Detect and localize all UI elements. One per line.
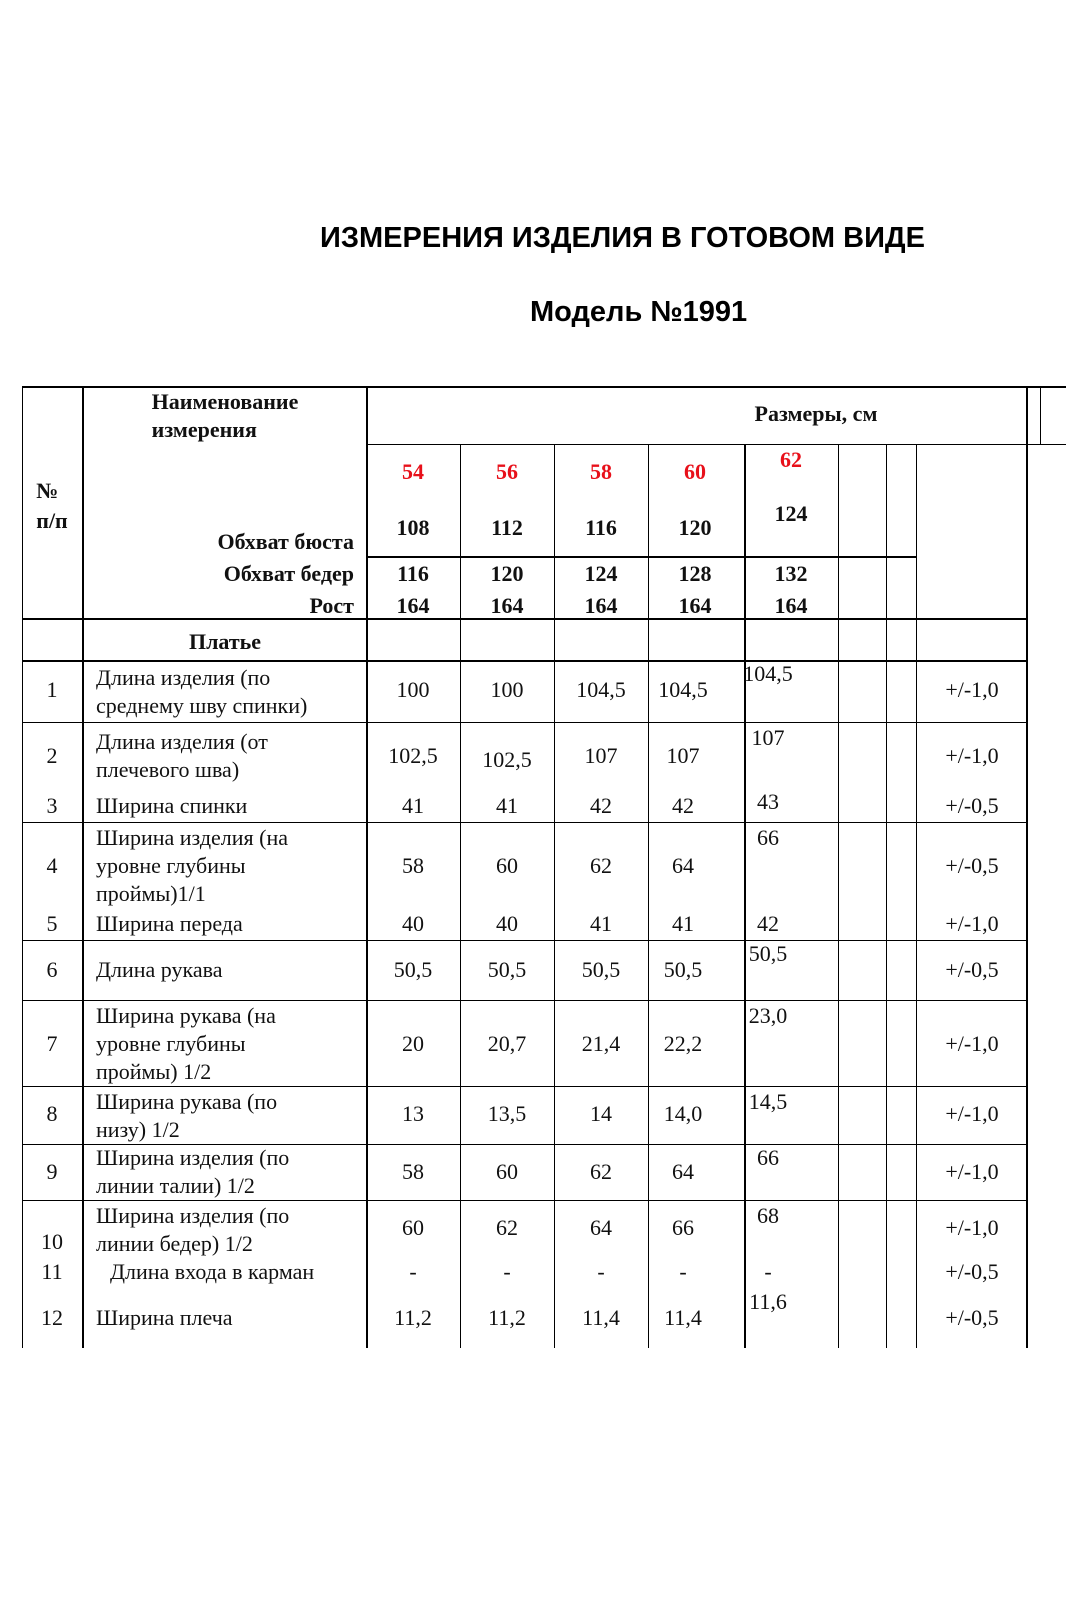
measurement-value: 11,4 — [664, 1305, 702, 1330]
row-number: 7 — [46, 1031, 58, 1056]
measurement-value: 11,6 — [749, 1289, 787, 1314]
column-rule — [554, 444, 555, 1348]
measurement-value: 64 — [590, 1215, 612, 1240]
section-rule — [22, 618, 1028, 620]
measurement-value: 22,2 — [663, 1031, 703, 1056]
row-rule — [22, 1200, 1028, 1201]
column-rule — [916, 444, 917, 1348]
measurement-value: 64 — [672, 853, 694, 878]
bust-value: 120 — [678, 515, 712, 540]
height-value: 164 — [678, 593, 712, 618]
column-rule — [82, 386, 84, 1348]
measurement-value: 14 — [590, 1101, 612, 1126]
measurement-name: Длина входа в карман — [110, 1259, 315, 1284]
table-border-right — [1026, 618, 1028, 1348]
bust-value: 124 — [774, 501, 808, 526]
measurement-value: 40 — [402, 911, 424, 936]
measurement-value: - — [409, 1259, 417, 1284]
row-number: 4 — [46, 853, 58, 878]
measurement-value: 66 — [757, 1145, 779, 1170]
hips-value: 124 — [584, 561, 618, 586]
height-value: 164 — [490, 593, 524, 618]
tolerance-value: +/-1,0 — [945, 1031, 999, 1056]
measurement-value: 102,5 — [482, 747, 532, 772]
row-rule — [22, 722, 1028, 723]
bust-value: 112 — [491, 515, 523, 540]
column-header-sizes: Размеры, см — [754, 401, 878, 426]
row-number: 10 — [41, 1229, 63, 1254]
measurement-value: 66 — [757, 825, 779, 850]
measurement-value: 11,4 — [582, 1305, 620, 1330]
measurement-value: 42 — [672, 793, 694, 818]
measurement-name: Длина изделия (от плечевого шва) — [96, 729, 268, 782]
measurement-value: 41 — [590, 911, 612, 936]
measurement-value: 41 — [496, 793, 518, 818]
measurement-value: 50,5 — [581, 957, 621, 982]
size-value: 58 — [590, 459, 612, 484]
measurement-value: 11,2 — [394, 1305, 432, 1330]
table-border-left — [22, 386, 23, 1348]
measurement-value: 42 — [590, 793, 612, 818]
measurement-name: Длина изделия (по среднему шву спинки) — [96, 665, 308, 718]
measurement-value: 104,5 — [658, 677, 708, 702]
tolerance-value: +/-0,5 — [945, 1259, 999, 1284]
measurement-value: 14,0 — [663, 1101, 703, 1126]
column-rule — [366, 386, 368, 1348]
measurement-value: 104,5 — [576, 677, 626, 702]
measurement-name: Ширина изделия (по линии бедер) 1/2 — [96, 1203, 290, 1256]
bust-label: Обхват бюста — [217, 529, 354, 554]
row-rule — [22, 1000, 1028, 1001]
tolerance-value: +/-0,5 — [945, 957, 999, 982]
measurement-value: 13,5 — [487, 1101, 527, 1126]
column-rule — [744, 444, 746, 1348]
measurement-value: 50,5 — [663, 957, 703, 982]
measurement-value: 23,0 — [748, 1003, 788, 1028]
measurement-name: Ширина спинки — [96, 793, 248, 818]
measurement-name: Ширина рукава (по низу) 1/2 — [96, 1089, 278, 1142]
page-title: ИЗМЕРЕНИЯ ИЗДЕЛИЯ В ГОТОВОМ ВИДЕ — [320, 222, 925, 254]
measurement-value: - — [597, 1259, 605, 1284]
measurement-name: Ширина изделия (на уровне глубины проймы)1/1 — [96, 825, 289, 906]
measurement-value: 42 — [757, 911, 779, 936]
measurement-value: 107 — [751, 725, 785, 750]
measurement-value: 40 — [496, 911, 518, 936]
measurement-value: 50,5 — [748, 941, 788, 966]
measurement-name: Ширина переда — [96, 911, 243, 936]
measurement-value: - — [503, 1259, 511, 1284]
hips-value: 128 — [678, 561, 712, 586]
row-number: 6 — [46, 957, 58, 982]
height-value: 164 — [396, 593, 430, 618]
measurement-value: 50,5 — [487, 957, 527, 982]
row-number: 11 — [41, 1259, 63, 1284]
tolerance-value: +/-1,0 — [945, 1101, 999, 1126]
tolerance-value: +/-0,5 — [945, 1305, 999, 1330]
measurement-name: Ширина рукава (на уровне глубины проймы) 1/2 — [96, 1003, 276, 1084]
measurement-value: 100 — [490, 677, 524, 702]
measurement-value: 60 — [496, 853, 518, 878]
measurement-value: 20 — [402, 1031, 424, 1056]
row-number: 8 — [46, 1101, 58, 1126]
size-value: 56 — [496, 459, 518, 484]
measurement-value: 60 — [496, 1159, 518, 1184]
measurement-value: 11,2 — [488, 1305, 526, 1330]
header-rule — [366, 444, 1066, 445]
measurement-value: 50,5 — [393, 957, 433, 982]
row-number: 5 — [46, 911, 58, 936]
measurement-value: 58 — [402, 853, 424, 878]
measurement-value: 20,7 — [487, 1031, 527, 1056]
row-number: 1 — [46, 677, 58, 702]
measurement-value: 104,5 — [743, 661, 793, 686]
measurement-value: 62 — [590, 853, 612, 878]
measurement-value: - — [764, 1259, 772, 1284]
measurement-value: 21,4 — [581, 1031, 621, 1056]
height-label: Рост — [309, 593, 354, 618]
measurement-name: Ширина плеча — [96, 1305, 233, 1330]
column-header-name: Наименование измерения — [151, 389, 299, 442]
measurement-value: 60 — [402, 1215, 424, 1240]
hips-value: 132 — [774, 561, 808, 586]
model-subtitle: Модель №1991 — [530, 296, 748, 328]
tolerance-value: +/-1,0 — [945, 677, 999, 702]
measurement-value: 107 — [666, 743, 700, 768]
header-rule — [366, 556, 916, 558]
measurement-value: 14,5 — [748, 1089, 788, 1114]
measurement-value: 102,5 — [388, 743, 438, 768]
tolerance-value: +/-0,5 — [945, 793, 999, 818]
hips-label: Обхват бедер — [223, 561, 354, 586]
row-rule — [22, 822, 1028, 823]
measurement-value: 107 — [584, 743, 618, 768]
measurement-value: 43 — [757, 789, 779, 814]
row-rule — [22, 1086, 1028, 1087]
tolerance-value: +/-1,0 — [945, 1159, 999, 1184]
measurement-value: 66 — [672, 1215, 694, 1240]
tolerance-value: +/-1,0 — [945, 743, 999, 768]
bust-value: 108 — [396, 515, 430, 540]
row-number: 3 — [46, 793, 58, 818]
tolerance-value: +/-1,0 — [945, 1215, 999, 1240]
row-number: 12 — [41, 1305, 63, 1330]
measurement-value: - — [679, 1259, 687, 1284]
measurement-name: Ширина изделия (по линии талии) 1/2 — [96, 1145, 290, 1198]
column-rule — [460, 444, 461, 1348]
column-rule — [886, 444, 887, 1348]
column-rule — [838, 444, 839, 1348]
hips-value: 120 — [490, 561, 524, 586]
section-title: Платье — [188, 629, 262, 654]
measurement-value: 68 — [757, 1203, 779, 1228]
tolerance-value: +/-1,0 — [945, 911, 999, 936]
measurement-value: 41 — [402, 793, 424, 818]
measurement-value: 64 — [672, 1159, 694, 1184]
section-rule — [22, 660, 1028, 662]
row-rule — [22, 940, 1028, 941]
column-header-num: № п/п — [36, 478, 68, 533]
measurement-value: 58 — [402, 1159, 424, 1184]
column-rule — [648, 444, 649, 1348]
edge-rule — [1040, 386, 1041, 444]
bust-value: 116 — [585, 515, 617, 540]
size-value: 62 — [780, 447, 802, 472]
measurement-value: 41 — [672, 911, 694, 936]
tolerance-value: +/-0,5 — [945, 853, 999, 878]
measurement-value: 62 — [590, 1159, 612, 1184]
height-value: 164 — [584, 593, 618, 618]
row-number: 9 — [46, 1159, 58, 1184]
measurement-value: 62 — [496, 1215, 518, 1240]
measurement-value: 100 — [396, 677, 430, 702]
hips-value: 116 — [397, 561, 429, 586]
size-value: 60 — [684, 459, 706, 484]
measurement-value: 13 — [402, 1101, 424, 1126]
row-number: 2 — [46, 743, 58, 768]
measurement-name: Длина рукава — [96, 957, 223, 982]
height-value: 164 — [774, 593, 808, 618]
size-value: 54 — [402, 459, 424, 484]
